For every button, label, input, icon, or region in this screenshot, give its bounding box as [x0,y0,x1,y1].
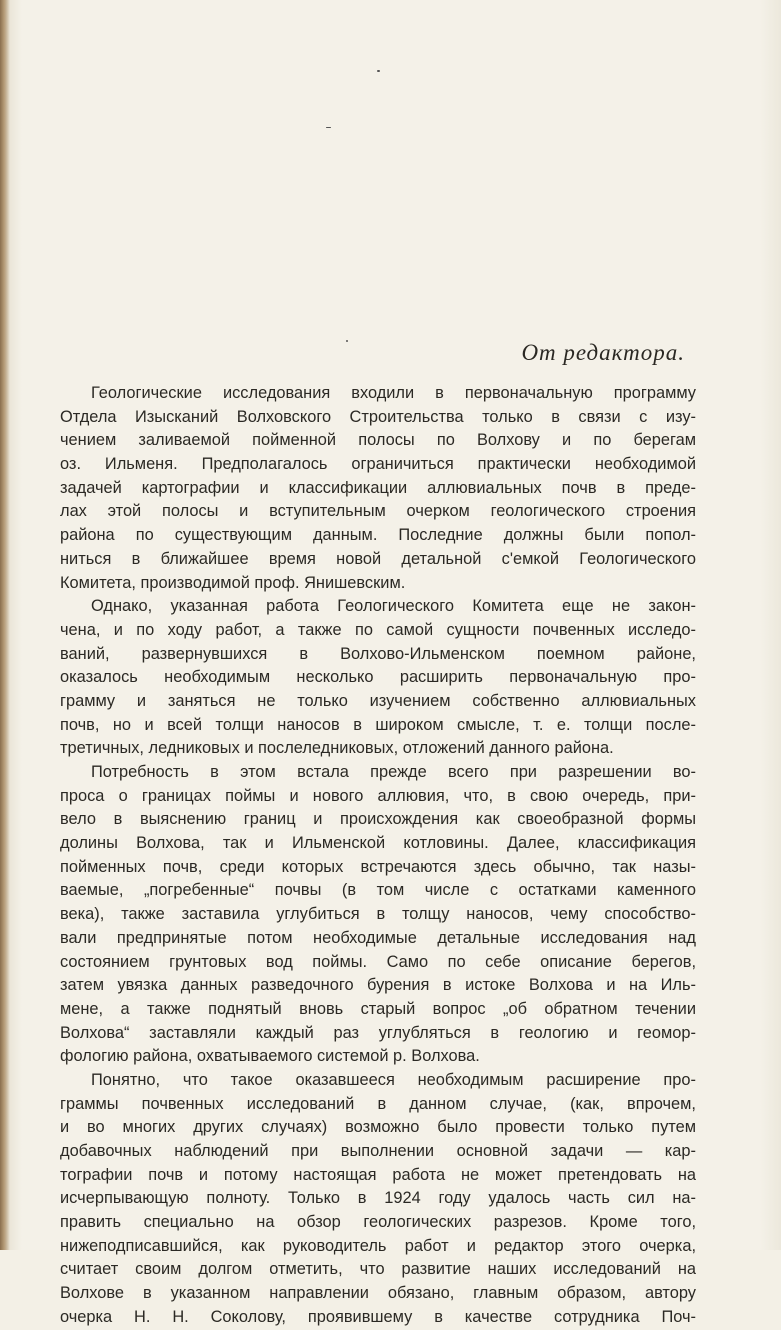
text-line: чением заливаемой пойменной полосы по Волхову и по берегам [60,431,696,450]
text-line: править специально на обзор геологических разрезов. Кроме того, [60,1213,696,1232]
text-line: пойменных почв, среди которых встречаются здесь обычно, так назы- [60,857,696,876]
text-line: Потребность в этом встала прежде всего при разрешении во- [91,763,696,781]
text-line: граммы почвенных исследований в данном случае, (как, впрочем, [60,1094,696,1113]
page-heading: От редактора. [521,340,685,365]
text-line: тографии почв и потому настоящая работа не может претендовать на [60,1165,696,1184]
text-line: ваний, развернувшихся в Волхово-Ильменском поемном районе, [60,644,696,663]
text-line: фологию района, охватываемого системой р. Волхова. [60,1047,480,1066]
text-line: состоянием грунтовых вод поймы. Само по себе описание берегов, [60,952,696,971]
text-line: века), также заставила углубиться в толщу наносов, чему способство- [60,905,696,924]
text-line: оказалось необходимым несколько расширить первоначальную про- [60,668,696,687]
text-line: затем увязка данных разведочного бурения в истоке Волхова и на Иль- [60,976,696,995]
text-line: долины Волхова, так и Ильменской котловины. Далее, классификация [60,834,696,853]
print-speck [346,340,348,342]
text-line: вело в выяснению границ и происхождения как своеобразной формы [60,810,696,829]
text-line: оз. Ильменя. Предполагалось ограничиться практически необходимой [60,455,696,474]
text-line: очерка Н. Н. Соколову, проявившему в качестве сотрудника Поч- [60,1307,696,1326]
text-line: вали предпринятые потом необходимые детальные исследования над [60,928,696,947]
text-line: задачей картографии и классификации аллювиальных почв в преде- [60,478,696,497]
text-line: считает своим долгом отметить, что развитие наших исследований на [60,1260,696,1279]
text-line: Волхове в указанном направлении обязано, главным образом, автору [60,1284,696,1303]
text-line: ваемые, „погребенные“ почвы (в том числе с остатками каменного [60,881,696,900]
text-line: Однако, указанная работа Геологического Комитета еще не закон- [91,597,696,616]
text-line: района по существующим данным. Последние должны были попол- [60,526,696,545]
text-line: Геологические исследования входили в первоначальную программу [91,384,696,402]
text-line: Комитета, производимой проф. Янишевским. [60,573,406,592]
text-line: Волхова“ заставляли каждый раз углубляться в геологию и геомор- [60,1023,696,1042]
text-line: проса о границах поймы и нового аллювия, что, в свою очередь, при- [60,786,696,805]
text-line: третичных, ледниковых и послеледниковых, отложений данного района. [60,739,614,758]
text-line: почв, но и всей толщи наносов в широком смысле, т. е. толщи после- [60,715,696,734]
text-line: чена, и по ходу работ, а также по самой сущности почвенных исследо- [60,620,696,639]
text-line: лах этой полосы и вступительным очерком геологического строения [60,502,696,521]
text-line: грамму и заняться не только изучением собственно аллювиальных [60,691,696,710]
print-speck [377,70,380,72]
body-text [60,382,696,1330]
text-line: исчерпывающую полноту. Только в 1924 году удалось часть сил на- [60,1189,696,1208]
print-speck [326,127,331,128]
text-line: нижеподписавшийся, как руководитель работ и редактор этого очерка, [60,1236,696,1255]
text-line: добавочных наблюдений при выполнении основной задачи — кар- [60,1142,696,1160]
page-spine-edge [0,0,10,1250]
text-line: Понятно, что такое оказавшееся необходимым расширение про- [91,1070,696,1089]
text-line: Отдела Изысканий Волховского Строительства только в связи с изу- [60,407,696,426]
text-line: и во многих других случаях) возможно было провести только путем [60,1118,696,1137]
text-line: ниться в ближайшее время новой детальной с'емкой Геологического [60,549,696,568]
text-line: мене, а также поднятый вновь старый вопрос „об обратном течении [60,999,696,1018]
